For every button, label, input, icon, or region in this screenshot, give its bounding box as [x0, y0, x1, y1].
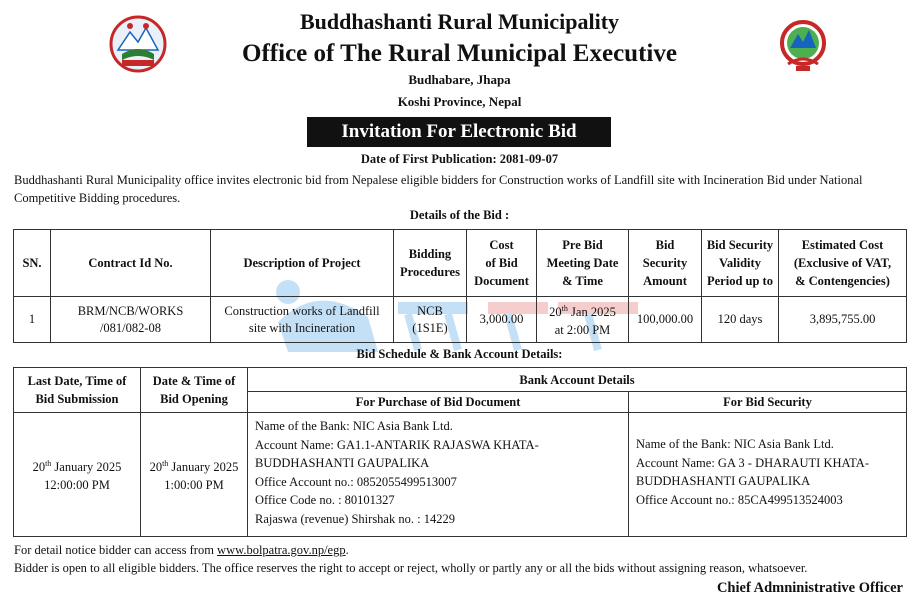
cell-description: Construction works of Landfill site with Incineration	[211, 297, 394, 343]
cell-estimate: 3,895,755.00	[779, 297, 907, 343]
rights-statement: Bidder is open to all eligible bidders. The office reserves the right to accept or reject, wholly or partly any or all the bids without assigning reason, whatsoever.	[14, 561, 808, 575]
header-estimate: Estimated Cost (Exclusive of VAT, & Contengencies)	[779, 230, 907, 297]
cell-prebid: 20th Jan 2025 at 2:00 PM	[537, 297, 629, 343]
address-line-2: Koshi Province, Nepal	[397, 94, 522, 109]
cell-contract-id: BRM/NCB/WORKS /081/082-08	[51, 297, 211, 343]
cell-validity: 120 days	[702, 297, 779, 343]
cell-security-account: Name of the Bank: NIC Asia Bank Ltd. Account Name: GA 3 - DHARAUTI KHATA- BUDDHASHANTI GAUPALIKA Office Account no.: 85CA499513524003	[629, 413, 907, 537]
schedule-title: Bid Schedule & Bank Account Details:	[356, 347, 563, 361]
cell-cost: 3,000.00	[467, 297, 537, 343]
header-description: Description of Project	[211, 230, 394, 297]
cell-purchase-account: Name of the Bank: NIC Asia Bank Ltd. Account Name: GA1.1-ANTARIK RAJASWA KHATA- BUDDHASHANTI GAUPALIKA Office Account no.: 0852055499513007 Office Code no. : 80101327 Rajaswa (revenue) Shirshak no. : 14229	[248, 413, 629, 537]
header-prebid: Pre Bid Meeting Date & Time	[537, 230, 629, 297]
header-security-amount: Bid Security Amount	[629, 230, 702, 297]
notice-banner: Invitation For Electronic Bid	[307, 117, 611, 147]
header-procedures: Bidding Procedures	[394, 230, 467, 297]
bid-details-table	[13, 229, 907, 343]
bid-schedule-table	[13, 367, 907, 537]
cell-procedure: NCB (1S1E)	[394, 297, 467, 343]
header-contract-id: Contract Id No.	[51, 230, 211, 297]
table-row	[14, 297, 907, 343]
signatory: Chief Admninistrative Officer	[716, 580, 903, 596]
cell-opening: 20th January 2025 1:00:00 PM	[141, 413, 248, 537]
header-sn: SN.	[14, 230, 51, 297]
office-name: Office of The Rural Municipal Executive	[242, 40, 677, 67]
intro-paragraph: Buddhashanti Rural Municipality office invites electronic bid from Nepalese eligible bidders for Construction works of Landfill site with Incineration Bid under National Competitive Bidding procedures.	[14, 173, 863, 205]
header-opening: Date & Time of Bid Opening	[141, 368, 248, 413]
header-bank-details: Bank Account Details	[248, 368, 907, 392]
header-submission: Last Date, Time of Bid Submission	[14, 368, 141, 413]
notice-line: For detail notice bidder can access from www.bolpatra.gov.np/egp.	[14, 543, 349, 557]
header-cost: Cost of Bid Document	[467, 230, 537, 297]
address-line-1: Budhabare, Jhapa	[408, 72, 511, 87]
bid-details-title: Details of the Bid :	[409, 208, 510, 222]
publication-date: Date of First Publication: 2081-09-07	[360, 152, 559, 166]
header-validity: Bid Security Validity Period up to	[702, 230, 779, 297]
table-row	[14, 413, 907, 537]
municipality-name: Buddhashanti Rural Municipality	[299, 9, 620, 34]
bolpatra-link[interactable]: www.bolpatra.gov.np/egp	[217, 543, 346, 557]
cell-security-amount: 100,000.00	[629, 297, 702, 343]
cell-submission: 20th January 2025 12:00:00 PM	[14, 413, 141, 537]
header-purchase: For Purchase of Bid Document	[248, 392, 629, 413]
cell-sn: 1	[14, 297, 51, 343]
bid-table-header-row	[14, 230, 907, 297]
header-security: For Bid Security	[629, 392, 907, 413]
